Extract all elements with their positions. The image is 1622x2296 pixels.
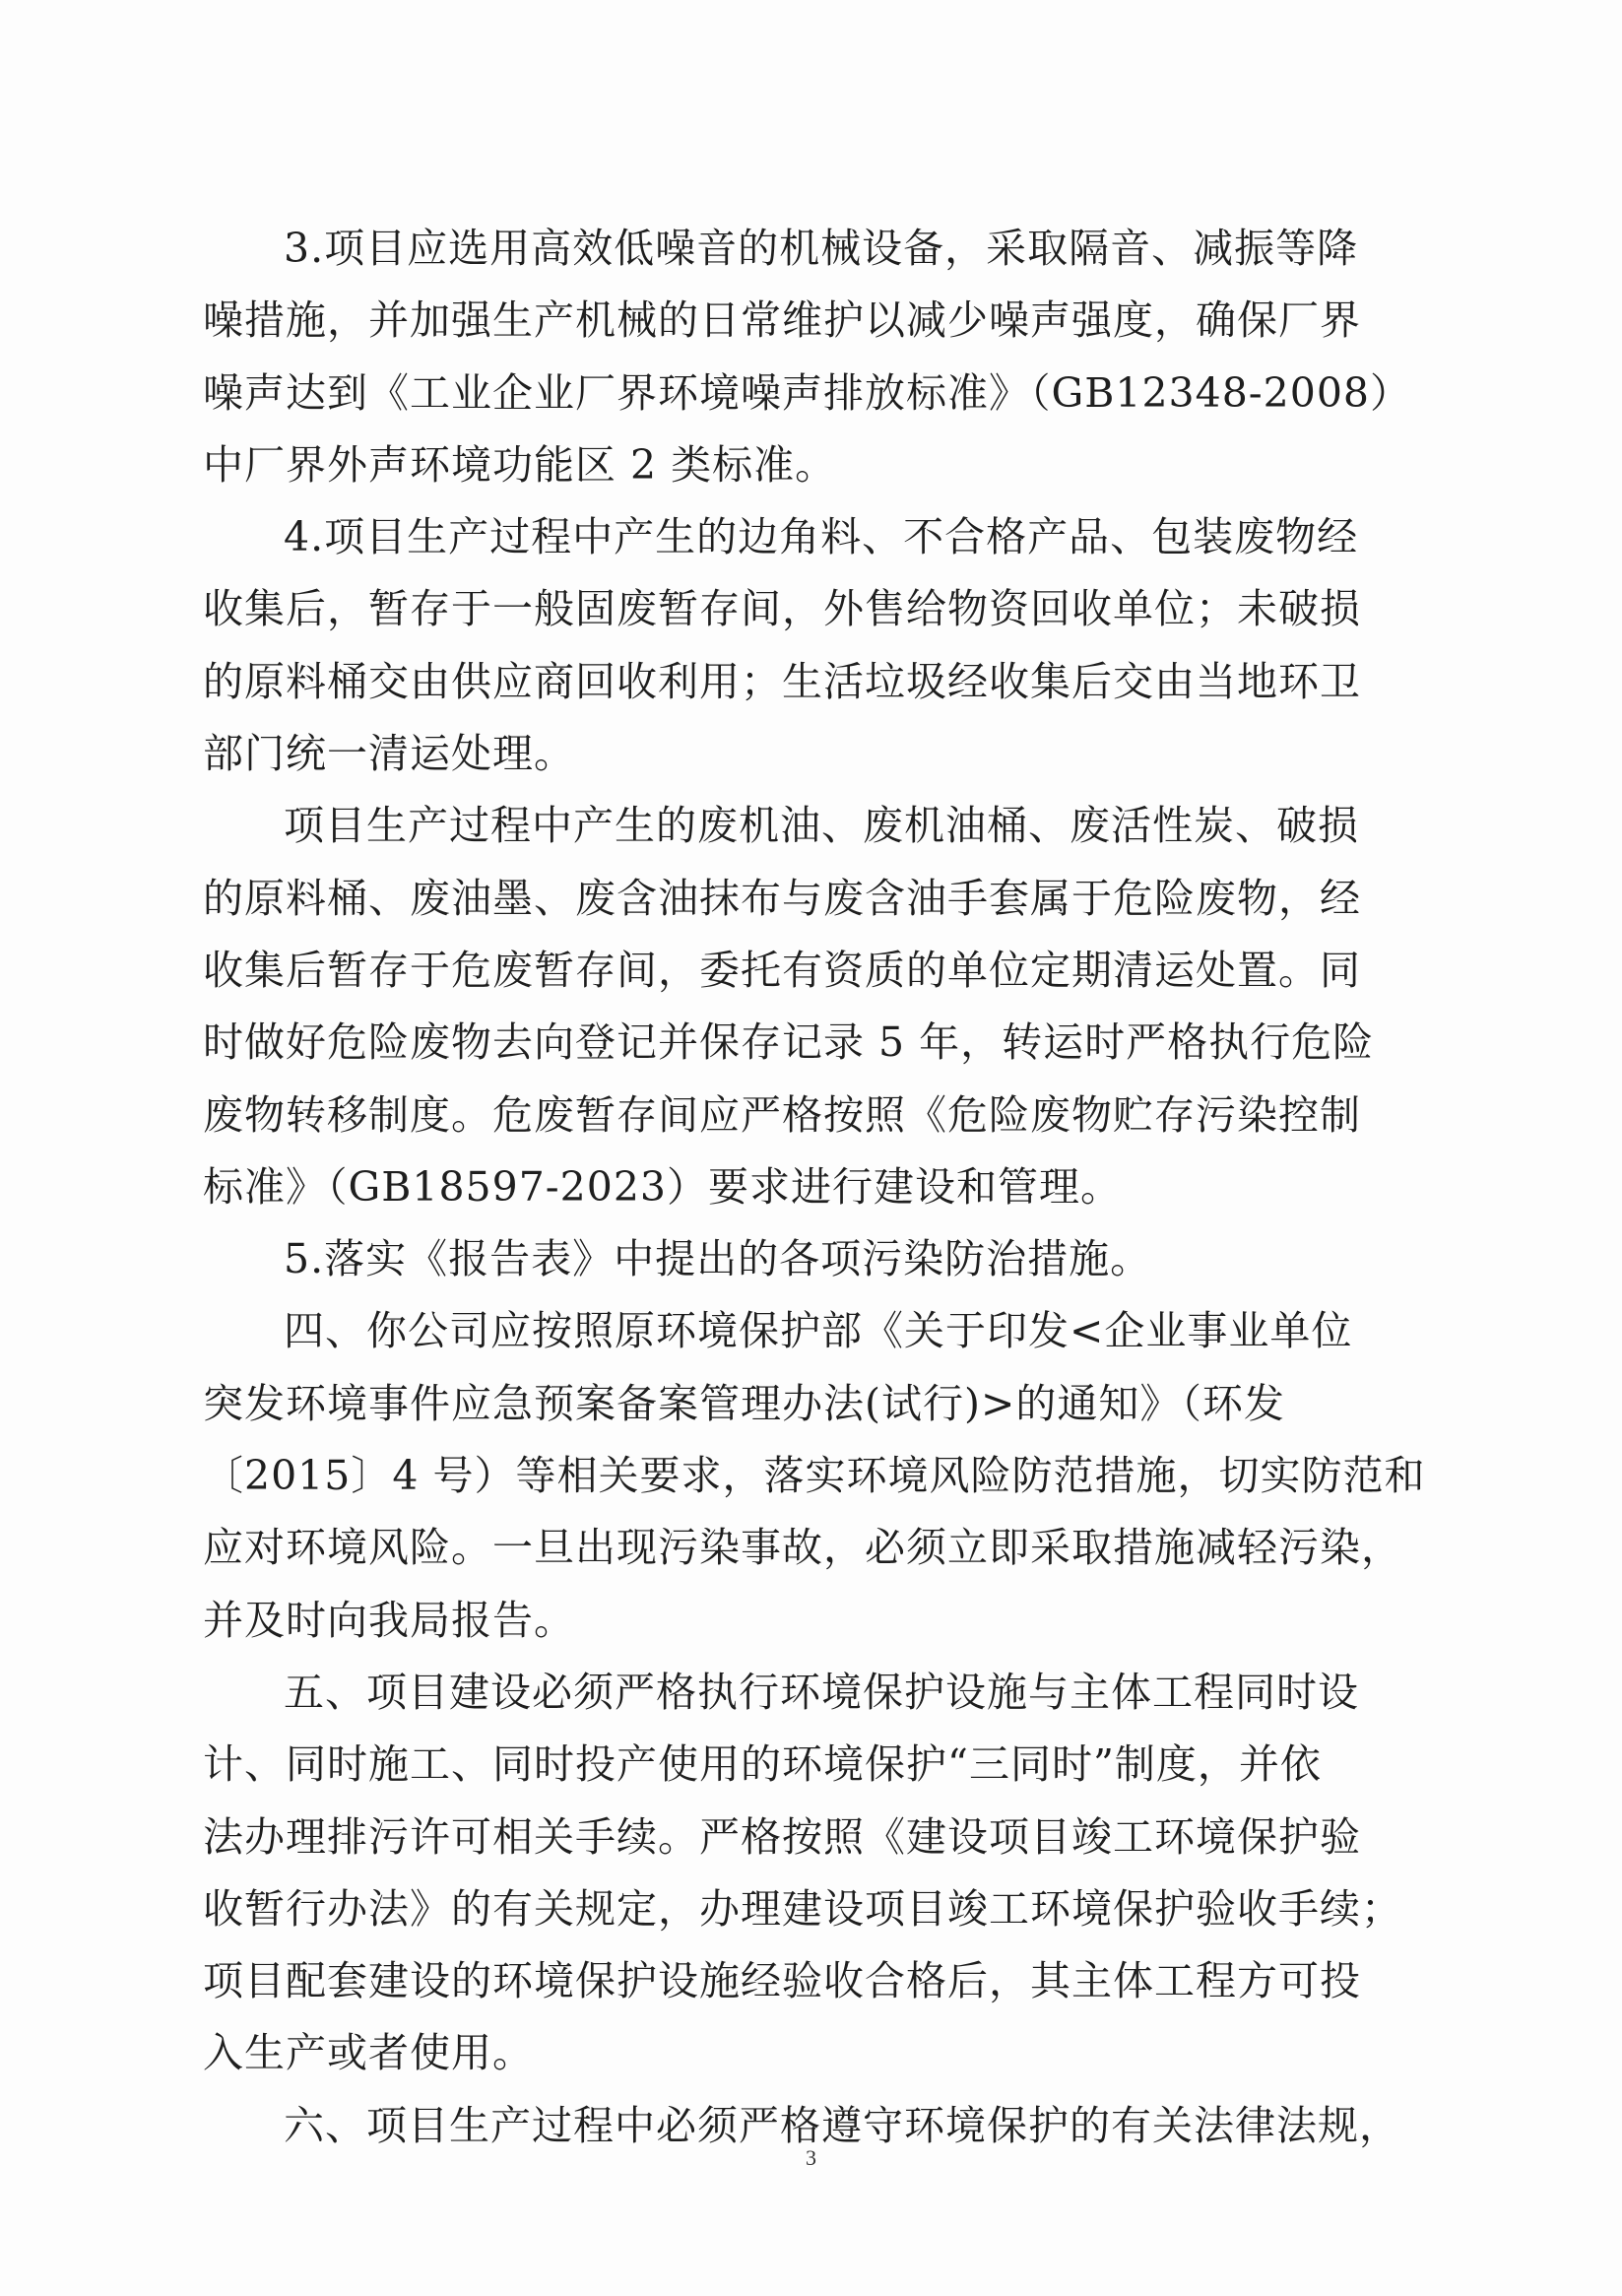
text-line: 计、同时施工、同时投产使用的环境保护“三同时”制度，并依 (203, 1740, 1322, 1789)
text-line: 的原料桶交由供应商回收利用；生活垃圾经收集后交由当地环卫 (203, 657, 1361, 705)
text-line: 收暂行办法》的有关规定，办理建设项目竣工环境保护验收手续； (203, 1884, 1402, 1933)
text-line: 项目配套建设的环境保护设施经验收合格后，其主体工程方可投 (203, 1957, 1361, 2005)
text-line: 应对环境风险。一旦出现污染事故，必须立即采取措施减轻污染， (203, 1524, 1402, 1572)
page-number: 3 (806, 2145, 816, 2170)
text-line: 五、项目建设必须严格执行环境保护设施与主体工程同时设 (284, 1668, 1359, 1716)
text-line: 时做好危险废物去向登记并保存记录 5 年，转运时严格执行危险 (203, 1018, 1375, 1067)
text-line: 标准》（GB18597-2023）要求进行建设和管理。 (203, 1162, 1123, 1211)
text-line: 〔2015〕4 号）等相关要求，落实环境风险防范措施，切实防范和 (203, 1452, 1426, 1500)
text-line: 中厂界外声环境功能区 2 类标准。 (203, 440, 837, 489)
text-line: 废物转移制度。危废暂存间应严格按照《危险废物贮存污染控制 (203, 1090, 1361, 1139)
text-line: 的原料桶、废油墨、废含油抹布与废含油手套属于危险废物，经 (203, 874, 1361, 922)
text-line: 4.项目生产过程中产生的边角料、不合格产品、包装废物经 (284, 513, 1359, 561)
text-line: 突发环境事件应急预案备案管理办法(试行)>的通知》（环发 (203, 1379, 1285, 1427)
text-line: 噪声达到《工业企业厂界环境噪声排放标准》（GB12348-2008） (203, 368, 1412, 417)
text-line: 四、你公司应按照原环境保护部《关于印发<企业事业单位 (284, 1307, 1353, 1355)
text-line: 部门统一清运处理。 (203, 730, 575, 778)
text-line: 项目生产过程中产生的废机油、废机油桶、废活性炭、破损 (284, 802, 1359, 850)
text-line: 法办理排污许可相关手续。严格按照《建设项目竣工环境保护验 (203, 1812, 1361, 1861)
text-line: 入生产或者使用。 (203, 2029, 534, 2077)
text-line: 六、项目生产过程中必须严格遵守环境保护的有关法律法规， (284, 2101, 1400, 2149)
text-line: 5.落实《报告表》中提出的各项污染防治措施。 (284, 1235, 1152, 1283)
document-body (203, 213, 1426, 2162)
text-line: 收集后，暂存于一般固废暂存间，外售给物资回收单位；未破损 (203, 585, 1361, 633)
text-line: 噪措施，并加强生产机械的日常维护以减少噪声强度，确保厂界 (203, 296, 1361, 345)
text-line: 收集后暂存于危废暂存间，委托有资质的单位定期清运处置。同 (203, 946, 1361, 994)
text-line: 并及时向我局报告。 (203, 1596, 575, 1644)
text-line: 3.项目应选用高效低噪音的机械设备，采取隔音、减振等降 (284, 225, 1359, 272)
